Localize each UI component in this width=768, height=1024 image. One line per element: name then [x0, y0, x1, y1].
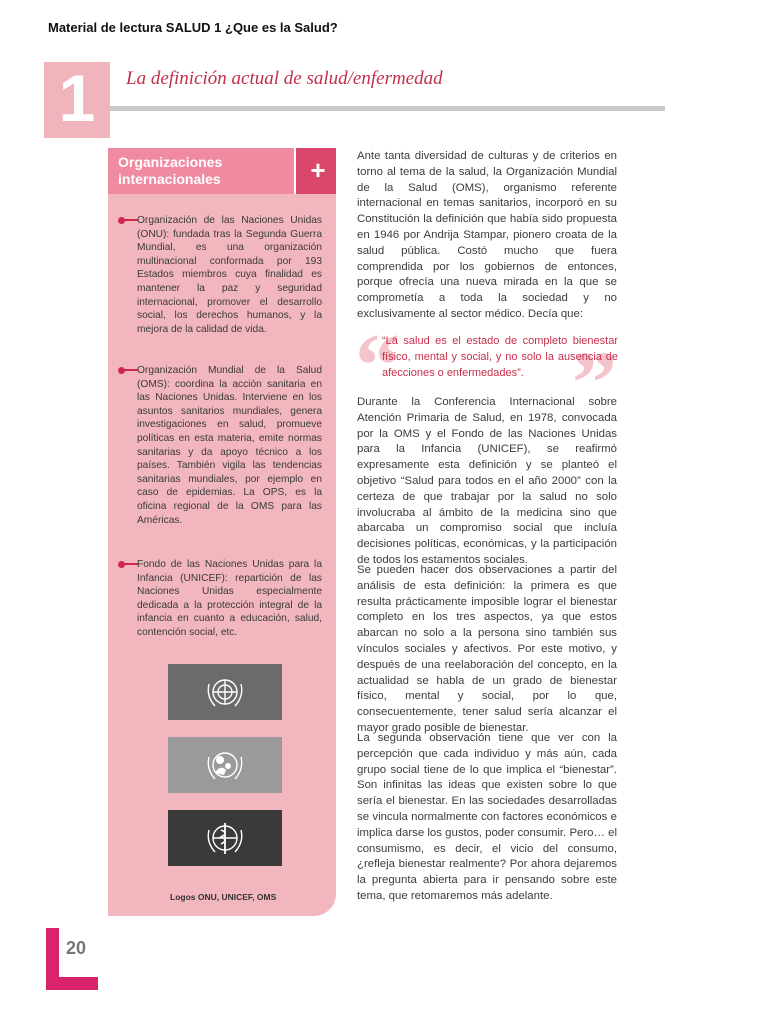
chapter-title: La definición actual de salud/enfermedad [126, 68, 443, 89]
sidebar-title: Organizaciones internacionales [118, 154, 223, 187]
paragraph-1: Ante tanta diversidad de culturas y de criterios en torno al tema de la salud, la Organización Mundial de la Salud (OMS), organismo referente internacional en temas sanitarios, incorporó en su Constitución la definición que había sido propuesta en 1946 por Andrija Stampar, pionero croata de la salud pública. Costó mucho que fuera comprendida por los gobiernos de entonces, porque ofrecía una nueva mirada en la que se comprometía a toda la sociedad y no exclusivamente al sector médico. Decía que: [357, 150, 617, 320]
un-logo-icon [168, 664, 282, 720]
org-item-unicef: Fondo de las Naciones Unidas para la Infancia (UNICEF): repartición de las Naciones Unidas especialmente dedicada a la protección integral de la infancia en cuanto a educación, salud, contención social, etc. [137, 559, 322, 638]
close-quote-icon: ” [572, 334, 617, 433]
unicef-logo-icon [168, 737, 282, 793]
org-item-onu: Organización de las Naciones Unidas (ONU): fundada tras la Segunda Guerra Mundial, es una organización multinacional conformada por 193 Estados miembros cuya finalidad es mantener la paz y seguridad internacional, promover el desarrollo social, los derechos humanos, y la mejora de la calidad de vida. [137, 215, 322, 335]
sidebar-header [108, 148, 336, 194]
definition-quote: “La salud es el estado de completo bienestar físico, mental y social, y no solo la ausencia de afecciones o enfermedades”. [382, 335, 618, 379]
paragraph-3: Se pueden hacer dos observaciones a partir del análisis de esta definición: la primera es que resulta prácticamente imposible lograr el bienestar completo en los tres aspectos, ya que estos abarcan no solo a la persona sino también sus vínculos sociales y afectivos. Por este motivo, y después de una reelaboración del concepto, en la actualidad se habla de un grado de bienestar físico, mental y social, por lo que, consecuentemente, tener salud sería alcanzar el mayor grado posible de bienestar. [357, 564, 617, 734]
page-number: 20 [66, 938, 87, 958]
bullet-line [124, 219, 138, 221]
who-logo-icon [168, 810, 282, 866]
bullet-line [124, 369, 138, 371]
org-item-oms: Organización Mundial de la Salud (OMS): coordina la acción sanitaria en las Naciones Unidas. Interviene en los asuntos sanitarios mundiales, genera investigaciones en salud, promueve políticas en esta materia, emite normas sanitarias y da apoyo técnico a los países. También vigila las tendencias sanitarias mundiales, por ejemplo en caso de epidemias. La OPS, es la oficina regional de la OMS para las Américas. [137, 365, 322, 526]
footer-accent-bar [46, 977, 98, 990]
chapter-number: 1 [58, 61, 96, 135]
logos-caption: Logos ONU, UNICEF, OMS [170, 892, 277, 902]
paragraph-4: La segunda observación tiene que ver con la percepción que cada individuo y más aún, cada grupo social tiene de lo que implica el “bienestar”. Son infinitas las ideas que existen sobre lo que sería el bienestar. En las sociedades desarrolladas se vincula normalmente con factores económicos e implica darse los gustos, poder consumir. Pero… el consumismo, es decir, el vicio del consumo, ¿refleja bienestar realmente? Por ahora dejaremos la pregunta abierta para ir pensando sobre este tema, que retomaremos más adelante. [357, 732, 617, 902]
bullet-line [124, 563, 138, 565]
plus-icon: + [310, 155, 326, 185]
paragraph-2: Durante la Conferencia Internacional sobre Atención Primaria de Salud, en 1978, convocada por la OMS y el Fondo de las Naciones Unidas para la Infancia (UNICEF), se reafirmó expresamente esta definición y se planteó el objetivo “Salud para todos en el año 2000” con la certeza de que trabajar por la salud no solo involucraba al ámbito de la medicina sino que abarcaba un compromiso social que incluía decisiones políticas, económicas, y la participación de todos los estamentos sociales. [357, 396, 617, 566]
running-header: Material de lectura SALUD 1 ¿Que es la Salud? [48, 20, 338, 35]
open-quote-icon: “ [355, 316, 400, 415]
sidebar-header-label-area [108, 148, 296, 194]
chapter-title-rule [110, 106, 665, 111]
